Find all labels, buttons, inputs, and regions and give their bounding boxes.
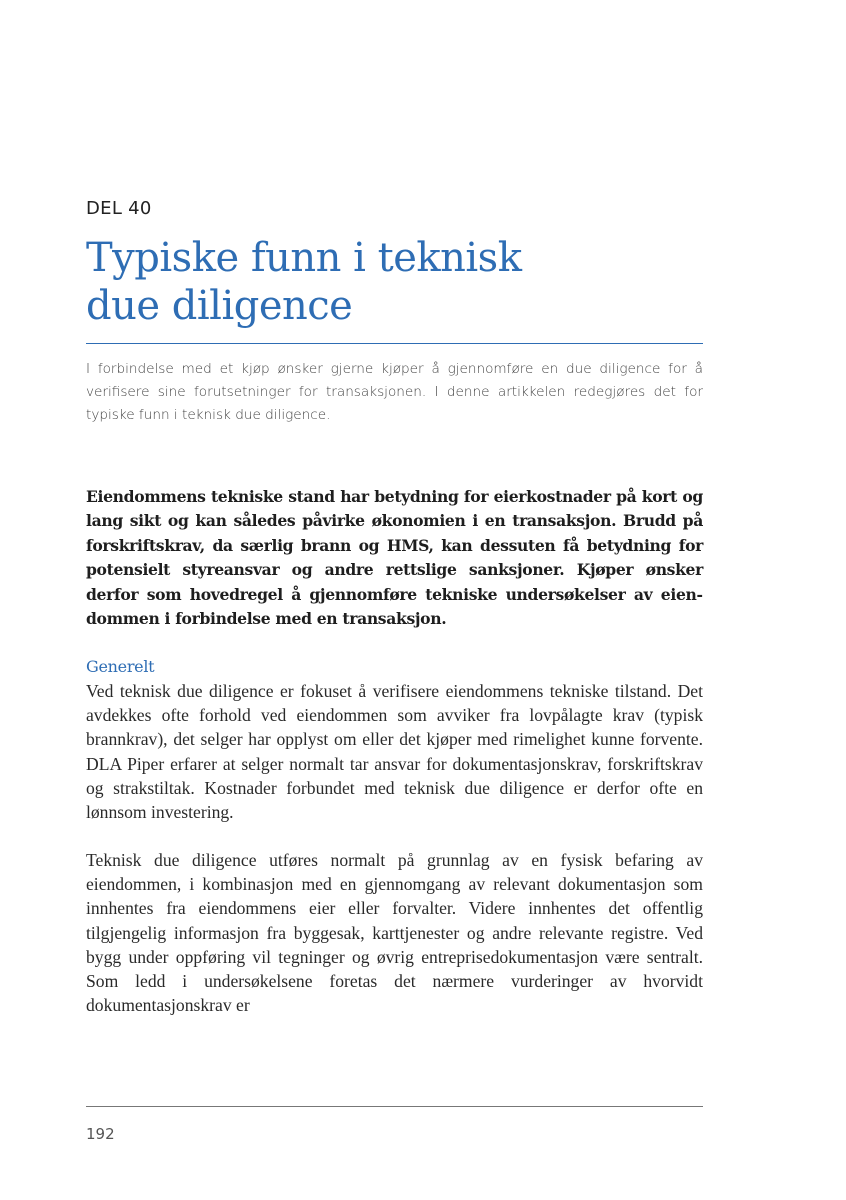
lead-paragraph: Eiendommens tekniske stand har betydning for eierkostnader på kort og lang sikt og kan således påvirke økonomien i en transaksjon. Brudd på forskriftskrav, da særlig brann og HMS, kan dessuten få betydning for potensielt styreansvar og andre rettslige sanksjoner. Kjøper ønsker derfor som hovedregel å gjennomføre tekniske undersøkelser av eiendommen i forbindelse med en transaksjon. [86,487,703,629]
article-title [86,234,521,330]
body-paragraph-2: Teknisk due diligence utføres normalt på grunnlag av en fysisk befaring av eiendommen, i kombinasjon med en gjennomgang av relevant dokumentasjon som innhentes fra eiendommens eier eller forvalter. Videre innhentes det offentlig tilgjengelig informasjon fra byggesak, karttjenester og andre relevante registre. Ved bygg under oppføring vil tegninger og øvrig entreprisedokumentasjon være sentralt. Som ledd i undersøkelsene foretas det nærmere vurderinger av hvorvidt dokumentasjonskrav er [86,850,703,1016]
section-heading: Generelt [86,657,155,676]
page-number: 192 [86,1125,115,1143]
article-title-line-2: due diligence [86,283,353,329]
document-page [86,0,703,1200]
section-label: DEL 40 [86,198,152,219]
footer-divider [86,1106,703,1107]
intro-paragraph: I forbindelse med et kjøp ønsker gjerne kjøper å gjennomføre en due diligence for å verifisere sine forutsetninger for transaksjonen. I denne artikkelen redegjøres det for typiske funn i teknisk due diligence. [86,361,703,423]
body-paragraph-1: Ved teknisk due diligence er fokuset å verifisere eiendommens tekniske tilstand. Det avdekkes ofte forhold ved eiendommen som avviker fra lovpålagte krav (typisk brannkrav), det selger har opplyst om eller det kjøper med rimelighet kunne forvente. DLA Piper erfarer at selger normalt tar ansvar for dokumentasjonskrav, forskriftskrav og strakstiltak. Kostnader forbundet med teknisk due diligence er derfor ofte en lønnsom investering. [86,681,703,823]
title-divider [86,343,703,344]
article-title-line-1: Typiske funn i teknisk [86,235,522,281]
